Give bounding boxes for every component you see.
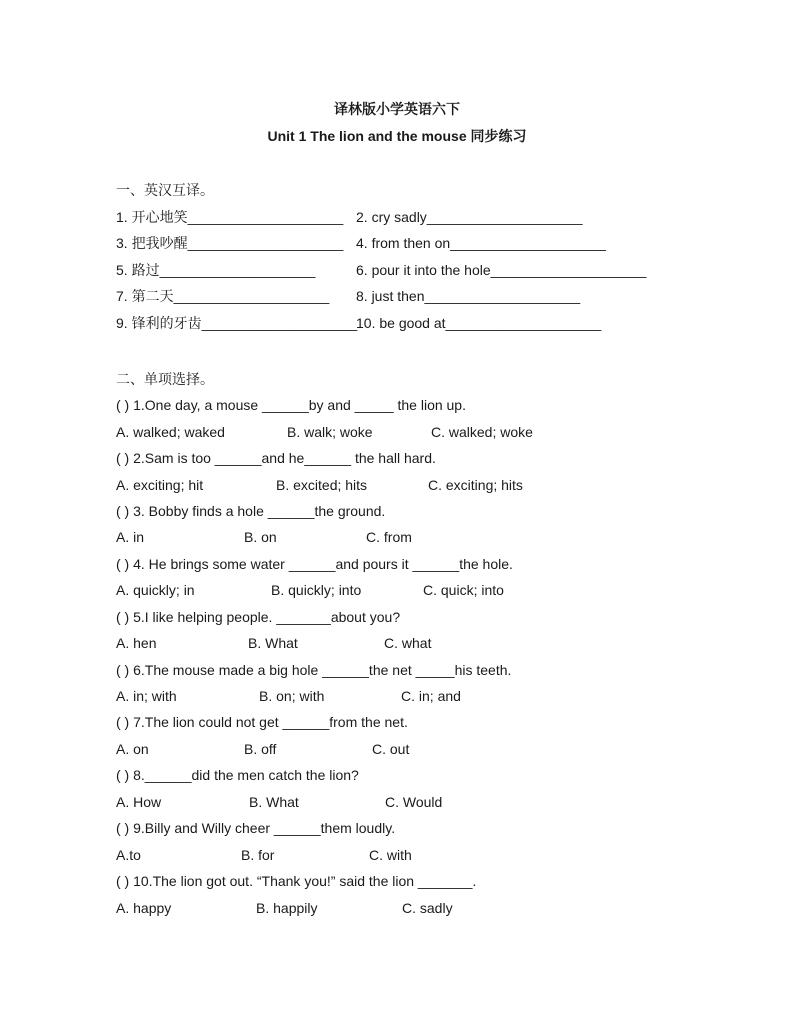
question-stem: ( ) 8.______did the men catch the lion? (116, 767, 359, 783)
option-c: C. with (369, 847, 412, 863)
option-a: A. in (116, 529, 145, 545)
question-stem: ( ) 4. He brings some water ______and pours it ______the hole. (116, 556, 513, 572)
translation-item-5: 5. 路过____________________ (116, 262, 316, 278)
option-b: B. on (244, 529, 277, 545)
translation-item-4: 4. from then on____________________ (356, 235, 606, 251)
option-b: B. excited; hits (276, 477, 368, 493)
option-c: C. in; and (401, 688, 461, 704)
option-b: B. off (244, 741, 277, 757)
worksheet-title: 译林版小学英语六下 (334, 101, 460, 117)
option-b: B. walk; woke (287, 424, 373, 440)
option-b: B. for (241, 847, 275, 863)
option-c: C. exciting; hits (428, 477, 523, 493)
translation-item-7: 7. 第二天____________________ (116, 288, 330, 304)
question-stem: ( ) 7.The lion could not get ______from the net. (116, 714, 408, 730)
option-b: B. What (248, 635, 298, 651)
question-stem: ( ) 5.I like helping people. _______about you? (116, 609, 401, 625)
translation-item-8: 8. just then____________________ (356, 288, 581, 304)
option-a: A.to (116, 847, 141, 863)
question-stem: ( ) 3. Bobby finds a hole ______the ground. (116, 503, 386, 519)
translation-item-3: 3. 把我吵醒____________________ (116, 235, 344, 251)
question-stem: ( ) 10.The lion got out. “Thank you!” said the lion _______. (116, 873, 477, 889)
question-stem: ( ) 1.One day, a mouse ______by and _____ the lion up. (116, 397, 466, 413)
option-a: A. hen (116, 635, 157, 651)
section1-heading: 一、英汉互译。 (116, 182, 214, 198)
question-stem: ( ) 6.The mouse made a big hole ______the net _____his teeth. (116, 662, 512, 678)
worksheet-subtitle: Unit 1 The lion and the mouse 同步练习 (267, 128, 527, 144)
translation-item-10: 10. be good at____________________ (356, 315, 602, 331)
option-c: C. what (384, 635, 432, 651)
translation-item-1: 1. 开心地笑____________________ (116, 209, 344, 225)
option-b: B. What (249, 794, 299, 810)
option-a: A. walked; waked (116, 424, 225, 440)
section2-heading: 二、单项选择。 (116, 371, 214, 387)
option-c: C. quick; into (423, 582, 504, 598)
option-c: C. walked; woke (431, 424, 533, 440)
option-a: A. How (116, 794, 162, 810)
translation-item-9: 9. 锋利的牙齿____________________ (116, 315, 358, 331)
option-a: A. on (116, 741, 149, 757)
option-a: A. in; with (116, 688, 177, 704)
option-b: B. on; with (259, 688, 325, 704)
option-c: C. sadly (402, 900, 453, 916)
question-stem: ( ) 9.Billy and Willy cheer ______them loudly. (116, 820, 396, 836)
option-a: A. happy (116, 900, 172, 916)
option-c: C. out (372, 741, 410, 757)
option-c: C. from (366, 529, 412, 545)
option-a: A. quickly; in (116, 582, 195, 598)
option-a: A. exciting; hit (116, 477, 204, 493)
option-b: B. quickly; into (271, 582, 362, 598)
option-b: B. happily (256, 900, 318, 916)
question-stem: ( ) 2.Sam is too ______and he______ the hall hard. (116, 450, 436, 466)
option-c: C. Would (385, 794, 443, 810)
translation-item-2: 2. cry sadly____________________ (356, 209, 583, 225)
translation-item-6: 6. pour it into the hole____________________ (356, 262, 647, 278)
